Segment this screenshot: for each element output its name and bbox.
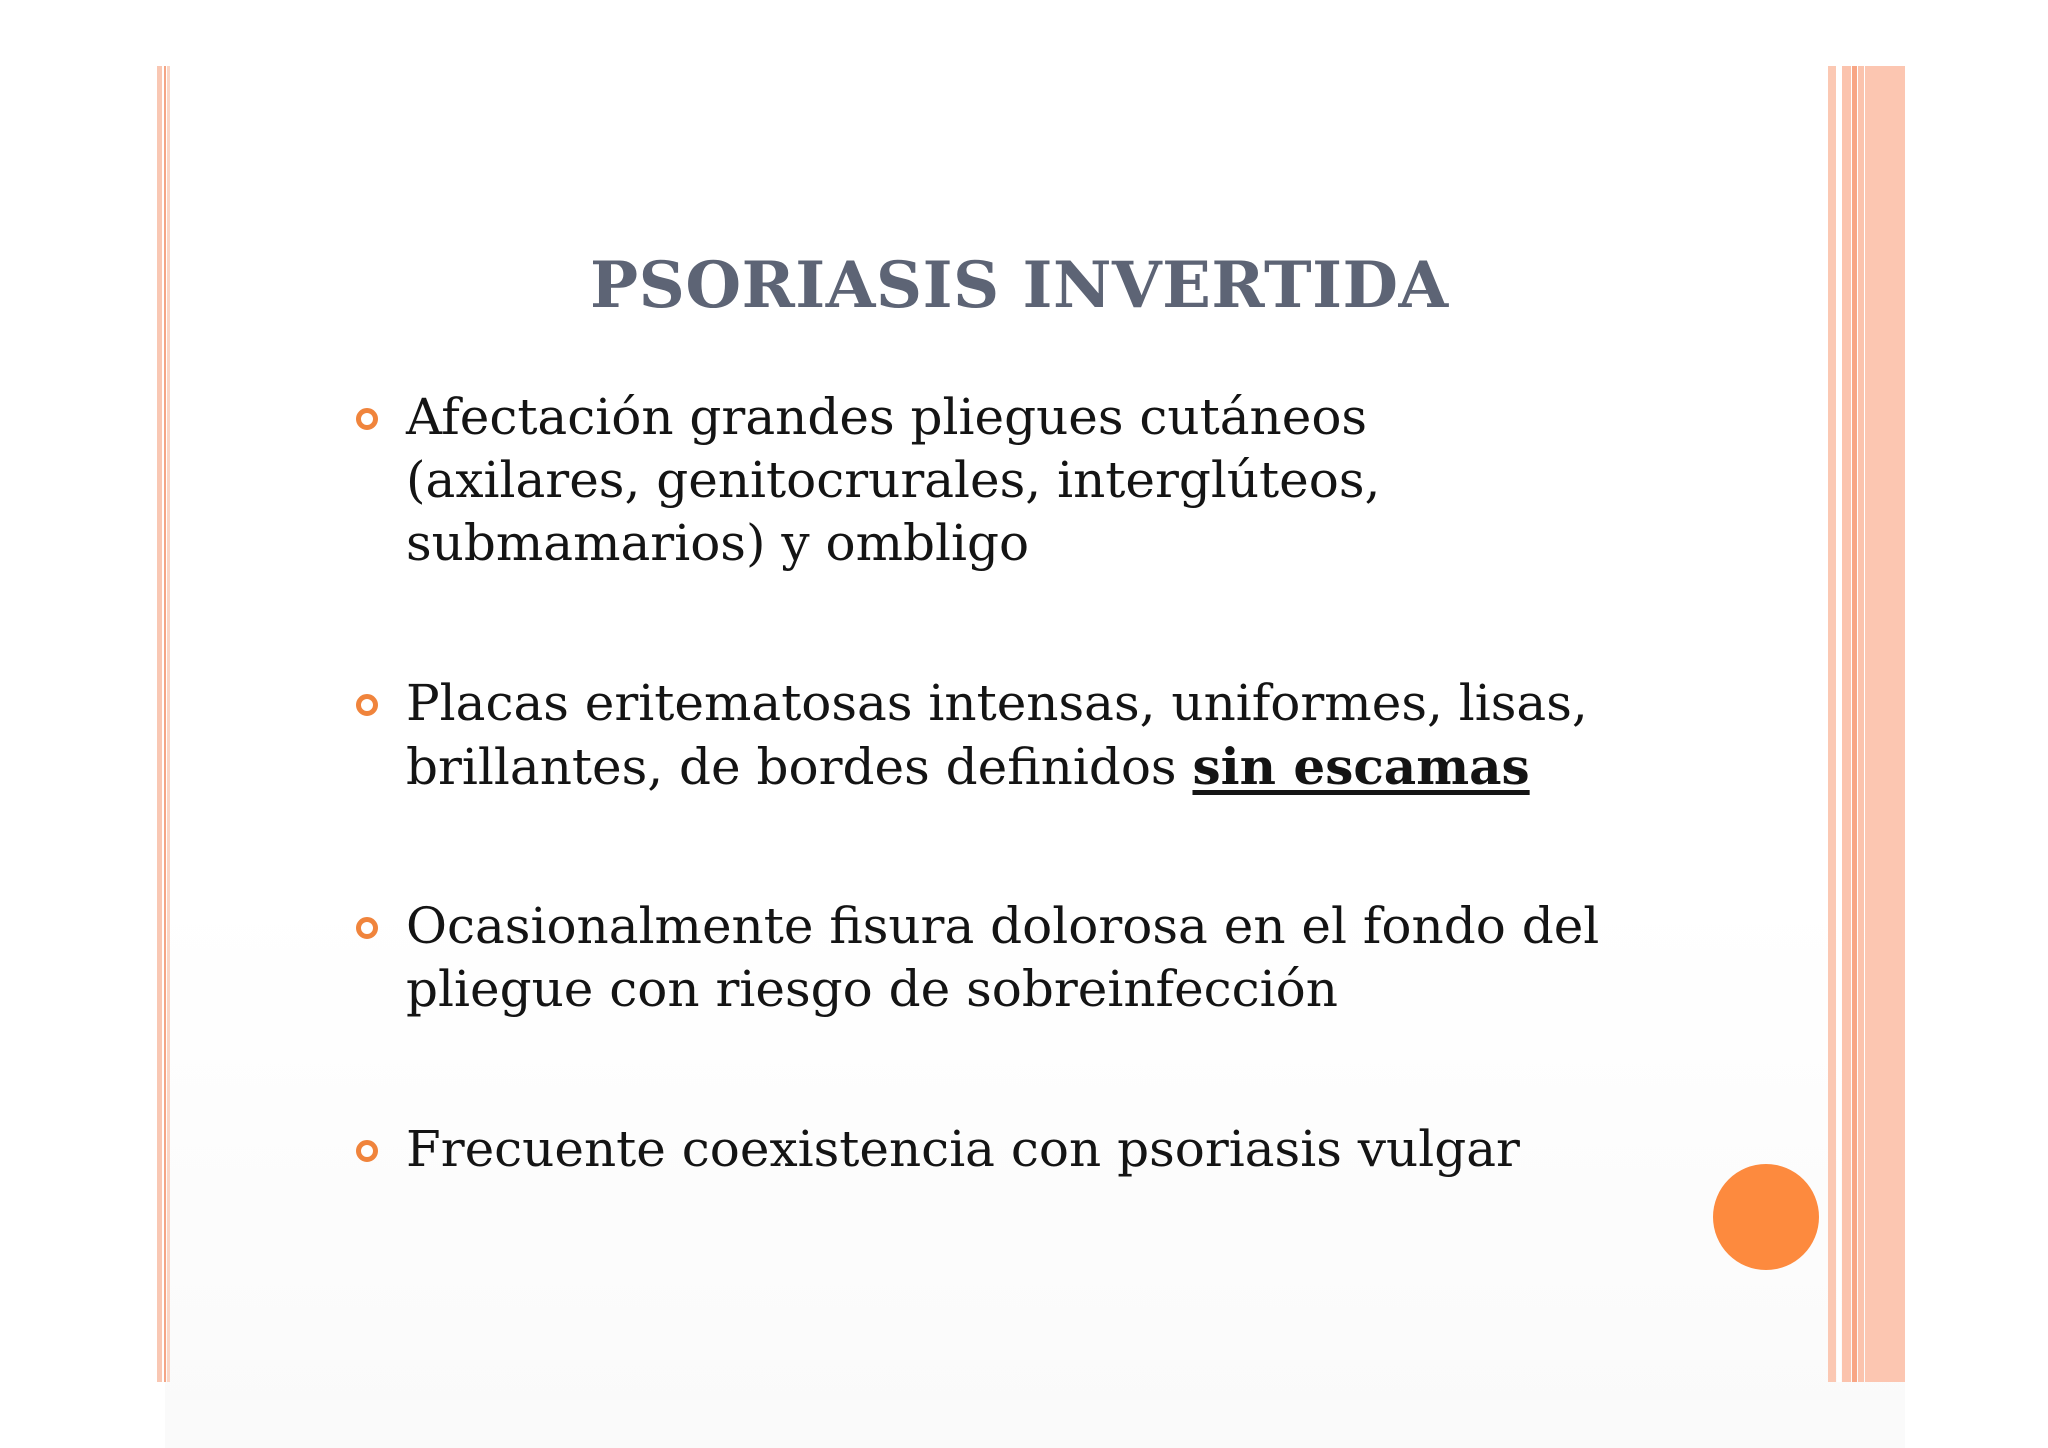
right-border-gap: [1837, 66, 1841, 1382]
right-border-stripe: [1852, 66, 1857, 1382]
left-border-stripe: [164, 66, 166, 1382]
left-border-stripe: [167, 66, 170, 1382]
right-border-stripe: [1865, 66, 1905, 1382]
orange-circle-icon: [1713, 1164, 1819, 1270]
bullet-text: [406, 672, 1606, 799]
bullet-text-main: Placas eritematosas intensas, uniformes, lisas, brillantes, de bordes definidos: [406, 674, 1588, 796]
bullet-emphasis: sin escamas: [1192, 737, 1530, 796]
bullet-text: Ocasionalmente fisura dolorosa en el fondo del pliegue con riesgo de sobreinfección: [406, 897, 1600, 1018]
bullet-circle-icon: [356, 917, 378, 939]
bullet-circle-icon: [356, 1140, 378, 1162]
slide-title: PSORIASIS INVERTIDA: [590, 248, 1449, 323]
right-border-stripe: [1828, 66, 1836, 1382]
bullet-circle-icon: [356, 694, 378, 716]
bullet-circle-icon: [356, 408, 378, 430]
right-border-stripe: [1858, 66, 1864, 1382]
left-border-stripe: [157, 66, 162, 1382]
bullet-text: Afectación grandes pliegues cutáneos (axilares, genitocrurales, interglúteos, submamarios) y ombligo: [406, 388, 1381, 572]
bullet-text: Frecuente coexistencia con psoriasis vulgar: [406, 1120, 1520, 1178]
right-border-stripe: [1842, 66, 1851, 1382]
